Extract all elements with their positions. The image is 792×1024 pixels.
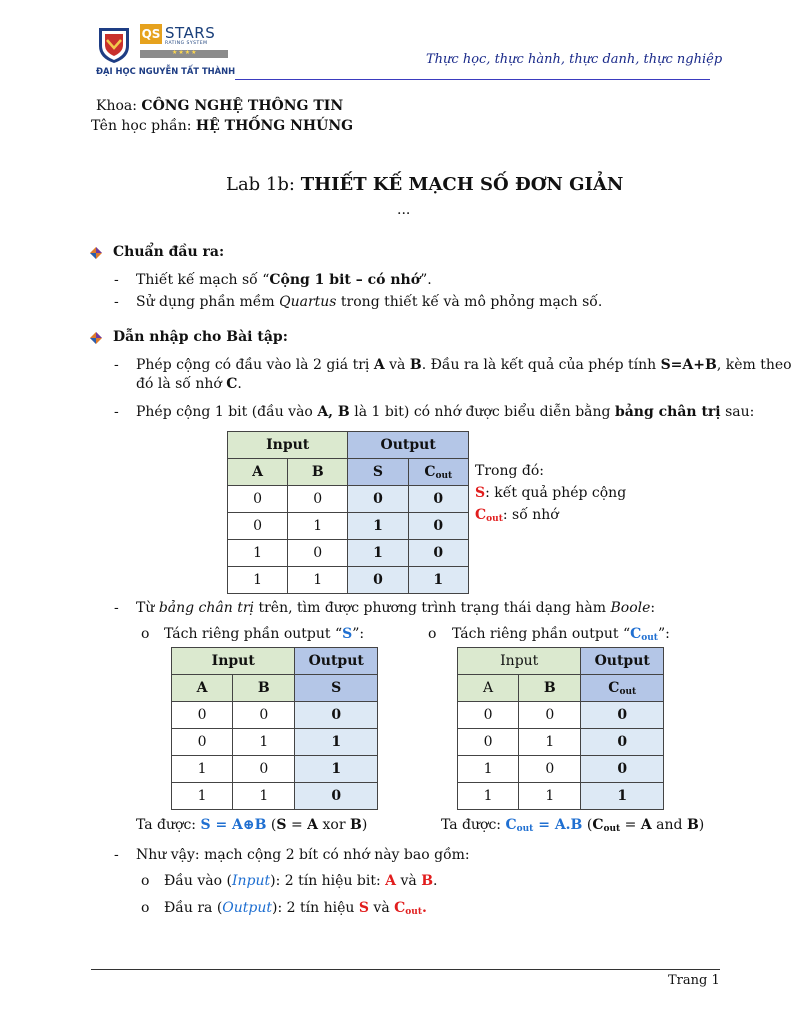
diamond-bullet-icon [90, 247, 102, 263]
page-number: Trang 1 [668, 973, 720, 988]
text-italic: bảng chân trị [158, 600, 255, 616]
diamond-bullet-icon [90, 332, 102, 348]
cell: 1 [288, 513, 348, 540]
text-blue: = A.B [533, 817, 583, 833]
circle-bullet: o [141, 900, 150, 916]
text-bold: B [686, 817, 699, 833]
text-blue: C [630, 626, 642, 642]
col-header-c: C [608, 679, 620, 696]
text: Tách riêng phần output “ [164, 626, 343, 642]
table-row [172, 729, 378, 756]
text-bold: S [276, 817, 287, 833]
text-bold: C [592, 817, 604, 833]
text: ( [582, 817, 593, 833]
cell: 0 [581, 729, 664, 756]
cell: 0 [295, 783, 378, 810]
cell: 0 [581, 756, 664, 783]
text: và [368, 900, 395, 916]
text: và [396, 873, 422, 889]
text: ): 2 tín hiệu [272, 900, 359, 916]
cell: 1 [233, 783, 295, 810]
col-header-a: A [458, 675, 519, 702]
table-header-output: Output [295, 648, 378, 675]
section-heading-outcomes: Chuẩn đầu ra: [113, 244, 225, 260]
cell: 0 [348, 486, 408, 513]
cell: 1 [458, 756, 519, 783]
text-bold: A [640, 817, 652, 833]
cell: 0 [458, 729, 519, 756]
col-header-sub: out [619, 686, 637, 697]
text: sau: [720, 404, 755, 420]
table-row [228, 486, 469, 513]
table-header-input: Input [228, 432, 348, 459]
cell: 0 [408, 513, 468, 540]
text-blue-sub: out [516, 824, 534, 834]
star-icons: ★★★★ [172, 49, 198, 56]
text: ”: [352, 626, 365, 642]
col-header-cout [581, 675, 664, 702]
cell: 1 [519, 783, 581, 810]
summary-output [164, 900, 427, 917]
legend-title: Trong đó: [475, 463, 544, 479]
text: ( [266, 817, 277, 833]
text: and [651, 817, 687, 833]
truth-table-cout [457, 647, 664, 810]
text-bold: A, B [317, 404, 350, 420]
cell: 0 [348, 567, 408, 594]
cell: 0 [458, 702, 519, 729]
col-header-cout [408, 459, 468, 486]
text: Tách riêng phần output “ [452, 626, 631, 642]
col-header-b: B [519, 675, 581, 702]
circle-bullet: o [141, 873, 150, 889]
cell: 0 [172, 729, 233, 756]
text-bold: S=A+B [660, 357, 717, 373]
text-red-sub: out [405, 907, 422, 917]
course-line [91, 118, 353, 134]
legend-s-key: S [475, 485, 486, 501]
text: ): 2 tín hiệu bit: [270, 873, 386, 889]
text: Phép cộng có đầu vào là 2 giá trị [136, 357, 374, 373]
col-header-b: B [233, 675, 295, 702]
legend-c [475, 507, 559, 524]
rating-label: RATING SYSTEM [165, 41, 208, 46]
table-row [228, 513, 469, 540]
text-bold: A [307, 817, 319, 833]
legend-s-text: : kết quả phép cộng [485, 485, 627, 501]
course-label: Tên học phần: [91, 118, 196, 134]
footer-divider [91, 969, 720, 970]
text-bold: B [349, 817, 362, 833]
text-italic-blue: Input [231, 873, 271, 889]
text-blue-sub: out [641, 633, 658, 643]
title-main: THIẾT KẾ MẠCH SỐ ĐƠN GIẢN [300, 174, 624, 195]
cell: 0 [172, 702, 233, 729]
col-header-s: S [295, 675, 378, 702]
text-bold: A [373, 357, 385, 373]
text-italic: Boole [610, 600, 651, 616]
qs-label: QS [140, 24, 162, 44]
text: xor [318, 817, 350, 833]
text: . Đầu ra là kết quả của phép tính [421, 357, 661, 373]
cell: 0 [519, 756, 581, 783]
boole-right-caption [452, 626, 670, 643]
page-title [226, 174, 623, 195]
cell: 0 [408, 540, 468, 567]
dash-bullet: - [114, 357, 119, 373]
stars-label: STARS [165, 24, 216, 42]
intro-paragraph-2 [136, 404, 754, 420]
summary-line: Như vậy: mạch cộng 2 bít có nhớ này bao gồm: [136, 847, 470, 863]
text-bold: Cộng 1 bit – có nhớ [269, 272, 421, 288]
text: = [286, 817, 308, 833]
cell: 0 [233, 756, 295, 783]
text: là 1 bit) có nhớ được biểu diễn bằng [349, 404, 615, 420]
table-header-output: Output [348, 432, 469, 459]
truth-table-s [171, 647, 378, 810]
text-bold: bảng chân trị [614, 404, 721, 420]
text: : [650, 600, 656, 616]
text-bold: B [409, 357, 422, 373]
cell: 0 [288, 486, 348, 513]
dash-bullet: - [114, 847, 119, 863]
cell: 1 [228, 567, 288, 594]
cell: 0 [233, 702, 295, 729]
header-divider [235, 79, 710, 80]
result-cout [441, 817, 704, 834]
col-header-a: A [172, 675, 233, 702]
text: ”: [657, 626, 670, 642]
cell: 1 [172, 756, 233, 783]
course-value: HỆ THỐNG NHÚNG [195, 118, 354, 134]
table-row [458, 783, 664, 810]
intro-paragraph-1-line-2 [136, 376, 242, 392]
cell: 0 [228, 513, 288, 540]
table-row [172, 783, 378, 810]
text: ”. [420, 272, 432, 288]
cell: 1 [458, 783, 519, 810]
text-red: C [394, 900, 406, 916]
table-header-output: Output [581, 648, 664, 675]
cell: 1 [348, 540, 408, 567]
table-row [458, 729, 664, 756]
cell: 0 [288, 540, 348, 567]
title-dots: ... [397, 202, 411, 218]
qs-stars-logo [140, 24, 230, 62]
text: ) [698, 817, 705, 833]
text-italic-blue: Output [222, 900, 273, 916]
summary-input [164, 873, 437, 889]
text-italic: Quartus [279, 294, 337, 310]
boole-intro [136, 600, 655, 616]
col-header-b: B [288, 459, 348, 486]
cell: 0 [581, 702, 664, 729]
col-header-c: C [424, 463, 436, 480]
legend-c-sub: out [486, 514, 503, 524]
text: Thiết kế mạch số “ [136, 272, 270, 288]
cell: 1 [519, 729, 581, 756]
table-row [458, 756, 664, 783]
title-prefix: Lab 1b: [226, 174, 301, 195]
text-red: S [358, 900, 369, 916]
dash-bullet: - [114, 404, 119, 420]
result-s [136, 817, 367, 833]
table-row [458, 702, 664, 729]
text-red: A [385, 873, 397, 889]
text: Phép cộng 1 bit (đầu vào [136, 404, 318, 420]
section-heading-intro: Dẫn nhập cho Bài tập: [113, 329, 288, 345]
text: đó là số nhớ [136, 376, 227, 392]
text: và [384, 357, 410, 373]
cell: 0 [519, 702, 581, 729]
cell: 0 [228, 486, 288, 513]
table-row [228, 540, 469, 567]
text: ) [361, 817, 368, 833]
text: Ta được: [441, 817, 506, 833]
truth-table-full [227, 431, 469, 594]
legend-s [475, 485, 626, 501]
cell: 1 [581, 783, 664, 810]
cell: 1 [295, 729, 378, 756]
dash-bullet: - [114, 600, 119, 616]
text: . [237, 376, 242, 392]
stars-bar [140, 50, 228, 58]
circle-bullet: o [428, 626, 437, 642]
cell: 0 [295, 702, 378, 729]
intro-paragraph-1-line-1 [136, 357, 792, 373]
boole-left-caption [164, 626, 364, 642]
cell: 1 [228, 540, 288, 567]
cell: 1 [295, 756, 378, 783]
cell: 1 [348, 513, 408, 540]
col-header-s: S [348, 459, 408, 486]
col-header-sub: out [435, 470, 453, 481]
cell: 1 [408, 567, 468, 594]
slogan: Thực học, thực hành, thực danh, thực nghiệp [426, 52, 723, 67]
cell: 1 [233, 729, 295, 756]
text: , kèm theo [716, 357, 792, 373]
legend-c-key: C [475, 507, 487, 523]
outcome-item-1 [136, 272, 432, 288]
faculty-value: CÔNG NGHỆ THÔNG TIN [141, 98, 344, 114]
text-red: . [422, 900, 427, 916]
faculty-line [96, 98, 343, 114]
table-row [172, 756, 378, 783]
table-row [228, 567, 469, 594]
circle-bullet: o [141, 626, 150, 642]
text-blue: S [342, 626, 353, 642]
text: Ta được: [136, 817, 201, 833]
text: Từ [136, 600, 159, 616]
text: Sử dụng phần mềm [136, 294, 280, 310]
university-name: ĐẠI HỌC NGUYỄN TẤT THÀNH [96, 66, 236, 76]
legend-c-text: : số nhớ [502, 507, 559, 523]
text-bold: C [226, 376, 238, 392]
text: trong thiết kế và mô phỏng mạch số. [336, 294, 603, 310]
text: Đầu ra ( [164, 900, 223, 916]
text-blue: C [505, 817, 517, 833]
text: = [620, 817, 641, 833]
faculty-label: Khoa: [96, 98, 142, 114]
table-header-input: Input [458, 648, 581, 675]
table-row [172, 702, 378, 729]
text-red: B [421, 873, 434, 889]
outcome-item-2 [136, 294, 602, 310]
text-blue: S = A⊕B [200, 817, 267, 833]
cell: 0 [408, 486, 468, 513]
text: trên, tìm được phương trình trạng thái dạng hàm [254, 600, 611, 616]
text: Đầu vào ( [164, 873, 232, 889]
university-shield-logo [97, 24, 131, 62]
text-bold-sub: out [603, 824, 621, 834]
dash-bullet: - [114, 294, 119, 310]
dash-bullet: - [114, 272, 119, 288]
text: . [433, 873, 438, 889]
cell: 1 [288, 567, 348, 594]
col-header-a: A [228, 459, 288, 486]
cell: 1 [172, 783, 233, 810]
table-header-input: Input [172, 648, 295, 675]
